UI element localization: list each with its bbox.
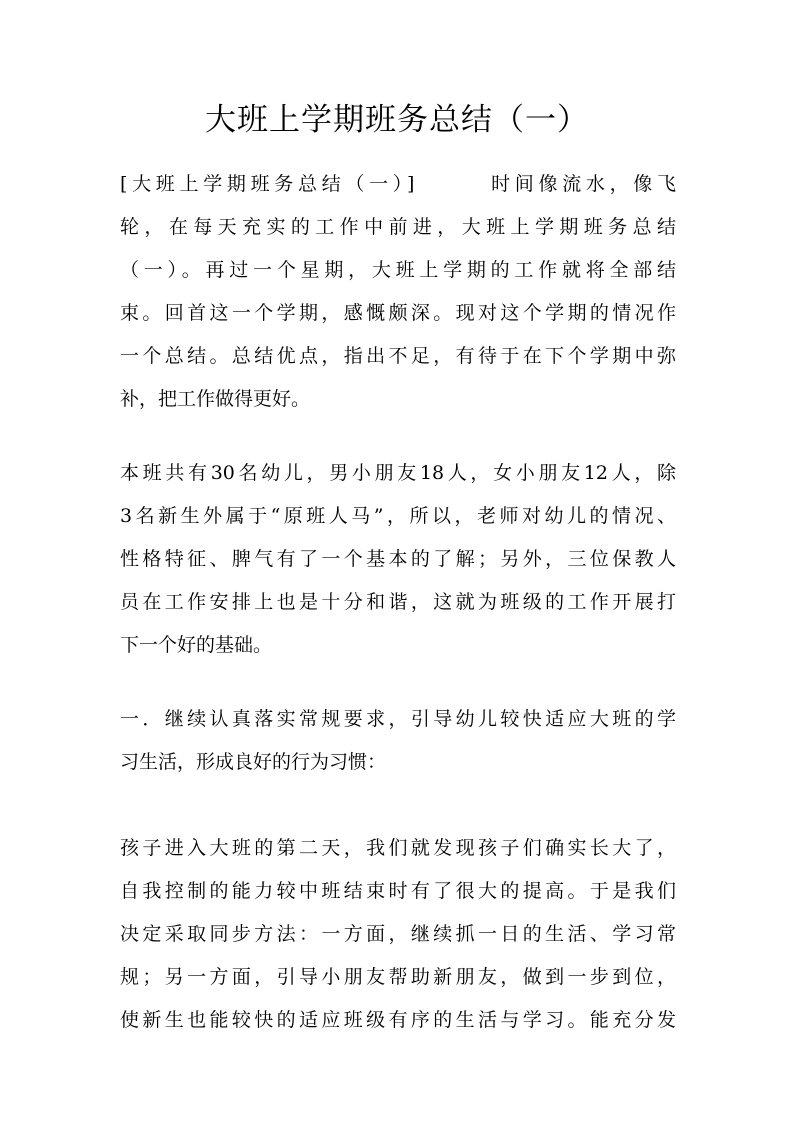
class-info-line-2: 3名新生外属于“原班人马”，所以，老师对幼儿的情况、: [120, 505, 676, 527]
section-heading-line-2: 习生活，形成良好的行为习惯：: [120, 751, 387, 773]
routine-paragraph: [120, 827, 676, 1042]
class-info-line-3: 性格特征、脾气有了一个基本的了解；另外，三位保教人: [120, 548, 676, 570]
class-info-line-4: 员在工作安排上也是十分和谐，这就为班级的工作开展打: [120, 591, 676, 613]
intro-line-1-rest: 时间像流水，像飞: [486, 173, 676, 195]
intro-line-2: 轮，在每天充实的工作中前进，大班上学期班务总结: [120, 216, 676, 238]
intro-line-4: 束。回首这一个学期，感慨颇深。现对这个学期的情况作: [120, 302, 676, 324]
section-heading-1: [120, 698, 676, 784]
intro-line-6: 补，把工作做得更好。: [120, 388, 311, 410]
intro-line-5: 一个总结。总结优点，指出不足，有待于在下个学期中弥: [120, 345, 676, 367]
routine-line-5: 使新生也能较快的适应班级有序的生活与学习。能充分发: [120, 1009, 676, 1031]
class-info-line-5: 下一个好的基础。: [120, 634, 273, 656]
routine-line-2: 自我控制的能力较中班结束时有了很大的提高。于是我们: [120, 880, 676, 902]
document-title: 大班上学期班务总结（一）: [205, 102, 589, 138]
routine-line-1: 孩子进入大班的第二天，我们就发现孩子们确实长大了，: [120, 837, 676, 859]
routine-line-3: 决定采取同步方法：一方面，继续抓一日的生活、学习常: [120, 923, 676, 945]
routine-line-4: 规；另一方面，引导小朋友帮助新朋友，做到一步到位，: [120, 966, 676, 988]
class-info-paragraph: [120, 452, 676, 667]
intro-line-3: （一）。再过一个星期，大班上学期的工作就将全部结: [120, 259, 676, 281]
section-heading-line-1: 一．继续认真落实常规要求，引导幼儿较快适应大班的学: [120, 708, 676, 730]
intro-label: [大班上学期班务总结（一）]: [120, 173, 415, 195]
class-info-line-1: 本班共有30名幼儿，男小朋友18人，女小朋友12人，除: [120, 462, 676, 484]
intro-line-1: [120, 163, 676, 206]
intro-paragraph: [120, 163, 676, 421]
